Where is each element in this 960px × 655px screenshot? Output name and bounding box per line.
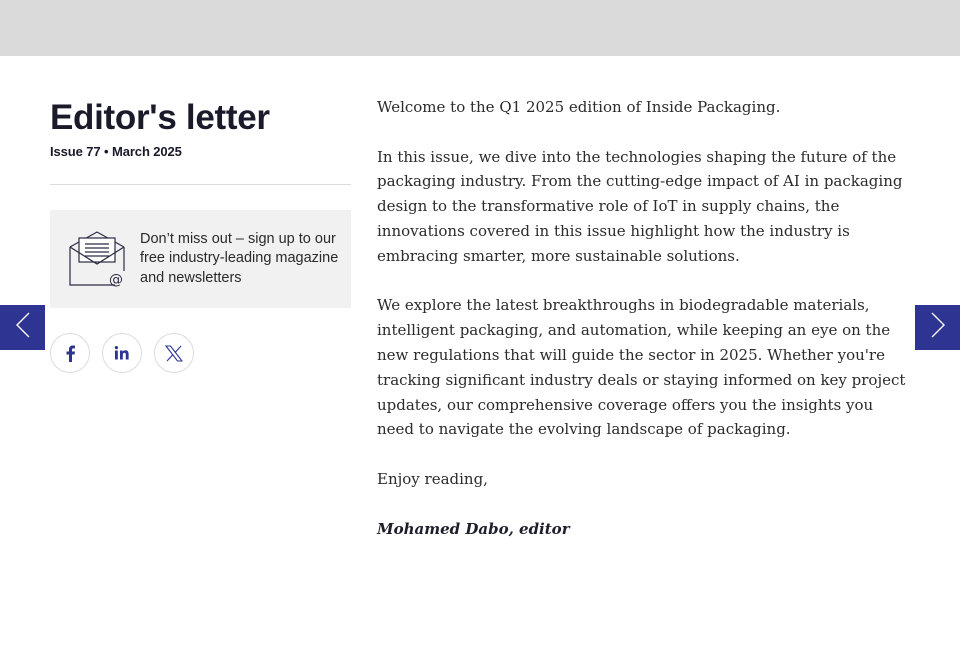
linkedin-share-button[interactable] [102, 333, 142, 373]
facebook-icon [63, 344, 77, 362]
next-button[interactable] [915, 305, 960, 350]
facebook-share-button[interactable] [50, 333, 90, 373]
previous-button[interactable] [0, 305, 45, 350]
article-paragraph: In this issue, we dive into the technologies shaping the future of the packaging industry. From the cutting-edge impact of AI in packaging design to the transformative role of IoT in supply chains, the innovations covered in this issue highlight how the industry is embracing smarter, more sustainable solutions. [377, 147, 903, 265]
newsletter-signup-box[interactable] [50, 210, 351, 308]
chevron-right-icon [931, 312, 945, 343]
top-banner-bar [0, 0, 960, 56]
article-paragraph: Enjoy reading, [377, 469, 488, 488]
x-share-button[interactable] [154, 333, 194, 373]
envelope-at-icon [69, 231, 126, 287]
social-share-row [50, 333, 351, 373]
article-paragraph: Welcome to the Q1 2025 edition of Inside Packaging. [377, 98, 781, 116]
page-title: Editor's letter [50, 98, 270, 137]
svg-text:@: @ [109, 272, 123, 287]
signup-text[interactable]: Don’t miss out – sign up to our free industry-leading magazine and newsletters [140, 230, 339, 286]
article-paragraph: We explore the latest breakthroughs in biodegradable materials, intelligent packaging, and automation, while keeping an eye on the new regulations that will guide the sector in 2025. Whether you're tracking significant industry deals or staying informed on key project updates, our comprehensive coverage offers you the insights you need to navigate the evolving landscape of packaging. [377, 296, 906, 439]
editor-letter-body [377, 95, 907, 566]
divider [50, 184, 351, 185]
chevron-left-icon [16, 312, 30, 343]
x-icon [165, 345, 183, 362]
editor-sidebar [50, 96, 351, 373]
linkedin-icon [114, 345, 130, 361]
editor-signature: Mohamed Dabo, editor [377, 519, 570, 538]
issue-meta: Issue 77 • March 2025 [50, 144, 182, 159]
